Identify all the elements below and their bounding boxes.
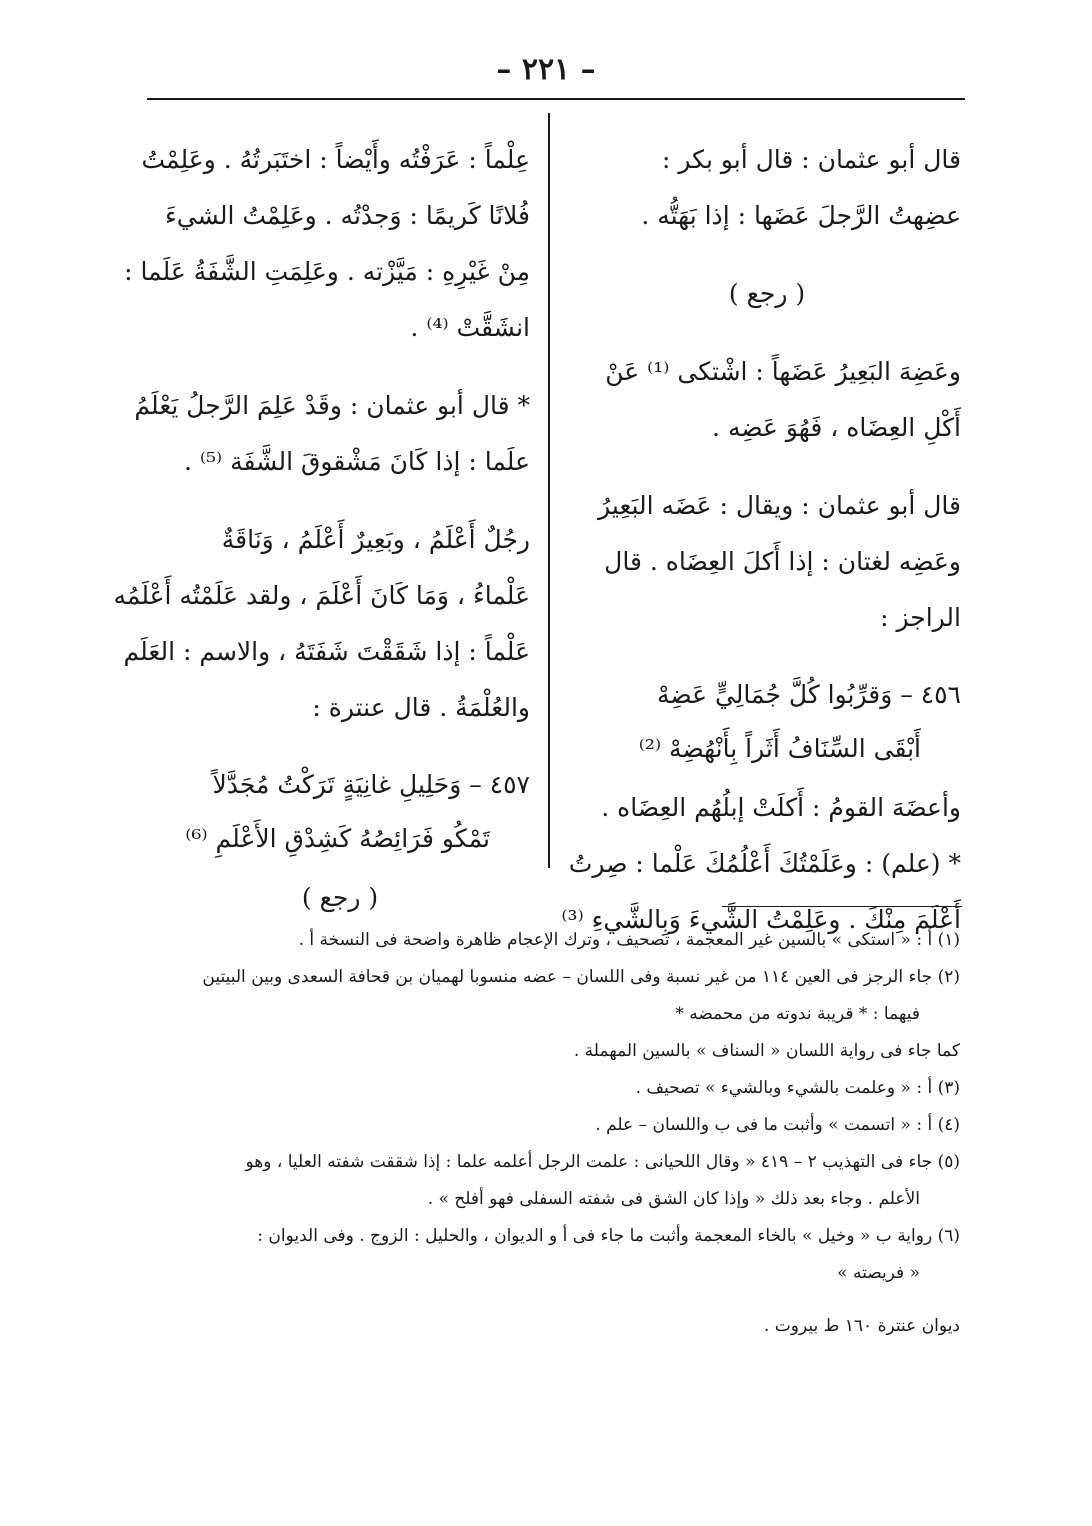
- verse-line: ٤٥٦ – وَقرِّبُوا كُلَّ جُمَالِيٍّ عَضِهْ: [657, 680, 961, 709]
- footnote-line: « فريصته »: [837, 1263, 920, 1283]
- header-rule: [147, 98, 965, 100]
- text-line: رجُلٌ أَعْلَمُ ، وبَعِيرٌ أَعْلَمُ ، وَنَاقَةٌ: [221, 525, 530, 554]
- footnote-line: الأعلم . وجاء بعد ذلك « وإذا كان الشق فى شفته السفلى فهو أفلح » .: [427, 1189, 920, 1209]
- footnote-line: فيهما : * قريبة ندوته من محمضه *: [675, 1004, 920, 1024]
- text-line: وعَضِه لغتان : إذا أَكلَ العِضَاه . قال: [604, 547, 961, 576]
- paragraph: [124, 132, 530, 356]
- text-line: وعَضِهَ البَعِيرُ عَضَهاً : اشْتكى ⁽¹⁾ عَنْ: [605, 357, 961, 386]
- column-divider: [548, 113, 550, 868]
- footnote-line: كما جاء فى رواية اللسان « السناف » بالسين المهملة .: [573, 1041, 960, 1061]
- text-line: علَما : إذا كَانَ مَشْقوقَ الشَّفَة ⁽⁵⁾ .: [183, 447, 530, 476]
- paragraph: [573, 344, 961, 456]
- text-line: أَعْلَمَ مِنْكَ . وعَلِمْتُ الشَّيءَ وَبِالشَّيءِ ⁽³⁾: [561, 905, 961, 934]
- paragraph: [573, 266, 961, 322]
- paragraph: [113, 512, 530, 736]
- footnote-line: (٥) جاء فى التهذيب ٢ – ٤١٩ « وقال اللحيانى : علمت الرجل أعلمه علما : إذا شققت شفته العليا ، وهو: [245, 1152, 960, 1172]
- text-line: عِلْماً : عَرَفْتُه وأَيْضاً : اختَبَرتُهُ . وعَلِمْتُ: [141, 145, 530, 174]
- text-line: مِنْ غَيْرِهِ : مَيَّزْته . وعَلِمَتِ الشَّفَةُ عَلَما :: [124, 257, 530, 286]
- footnote: [140, 1070, 960, 1107]
- text-line: والعُلْمَةُ . قال عنترة :: [312, 693, 530, 722]
- footnote: [140, 1218, 960, 1292]
- text-line: انشَقَّتْ ⁽⁴⁾ .: [410, 313, 530, 342]
- footnote-line: (٦) رواية ب « وخيل » بالخاء المعجمة وأثبت ما جاء فى أ و الديوان ، والحليل : الزوج . وفى الديوان :: [257, 1226, 960, 1246]
- text-line: عضِهتُ الرَّجلَ عَضَها : إذا بَهَتُّه .: [641, 201, 961, 230]
- paragraph: [573, 478, 961, 646]
- footnotes: [140, 922, 960, 1345]
- footnote: [140, 1107, 960, 1144]
- text-line: عَلْماءُ ، وَمَا كَانَ أَعْلَمَ ، ولقد عَلَمْتُه أَعْلَمُه: [113, 581, 530, 610]
- text-line: قال أبو عثمان : ويقال : عَضَه البَعِيرُ: [598, 491, 961, 520]
- paragraph: [573, 132, 961, 244]
- text-line: وأعضَهَ القومُ : أَكلَتْ إبلُهُم العِضَاه .: [601, 793, 961, 822]
- left-column: [113, 132, 530, 948]
- text-line: ( رجع ): [728, 279, 806, 308]
- verse: [150, 758, 530, 866]
- text-line: * قال أبو عثمان : وقَدْ عَلِمَ الرَّجلُ يَعْلَمُ: [134, 391, 530, 420]
- footnote: [140, 1144, 960, 1218]
- right-column: [561, 132, 961, 970]
- footnote-line: (١) أ : « استكى » بالسين غير المعجمة ، تصحيف ، وترك الإعجام ظاهرة واضحة فى النسخة أ .: [298, 930, 960, 950]
- verse: [573, 668, 961, 776]
- paragraph: [134, 378, 530, 490]
- text-line: * (علم) : وعَلَمْتُكَ أَعْلُمُكَ عَلْما : صِرتُ: [568, 849, 961, 878]
- footnote: [140, 959, 960, 1033]
- footnote-line: (٤) أ : « اتسمت » وأثبت ما فى ب واللسان – علم .: [595, 1115, 960, 1135]
- footnote-source: ديوان عنترة ١٦٠ ط بيروت .: [764, 1316, 960, 1336]
- footnote-list: [140, 922, 960, 1292]
- paragraph: [150, 870, 530, 926]
- verse-line: تَمْكُو فَرَائِصُهُ كَشِدْقِ الأَعْلَمِ ⁽⁶⁾: [185, 824, 490, 853]
- page-number: – ٢٢١ –: [496, 52, 596, 87]
- text-line: قال أبو عثمان : قال أبو بكر :: [661, 145, 961, 174]
- footnote-rule: [722, 906, 962, 907]
- text-line: ( رجع ): [301, 883, 379, 912]
- footnote: [140, 922, 960, 959]
- text-line: عَلْماً : إذا شَقَقْتَ شَفَتَهُ ، والاسم : العَلَم: [123, 637, 530, 666]
- verse-line: ٤٥٧ – وَحَلِيلِ غانِيَةٍ تَرَكْتُ مُجَدَّلاً: [212, 770, 530, 799]
- verse-line: أَبْقَى السِّنَافُ أَثَراً بِأَنْهُضِهْ ⁽²⁾: [638, 734, 921, 763]
- footnote-line: (٣) أ : « وعلمت بالشيء وبالشيء » تصحيف .: [635, 1078, 960, 1098]
- footnote: [140, 1033, 960, 1070]
- footnote-line: (٢) جاء الرجز فى العين ١١٤ من غير نسبة وفى اللسان – عضه منسوبا لهميان بن قحافة السعدى وبين البيتين: [202, 967, 960, 987]
- text-line: فُلانًا كَريمًا : وَجدْتُه . وعَلِمْتُ الشيءَ: [165, 201, 530, 230]
- text-line: أَكْلِ العِضَاه ، فَهُوَ عَضِه .: [712, 413, 961, 442]
- text-line: الراجز :: [880, 603, 961, 632]
